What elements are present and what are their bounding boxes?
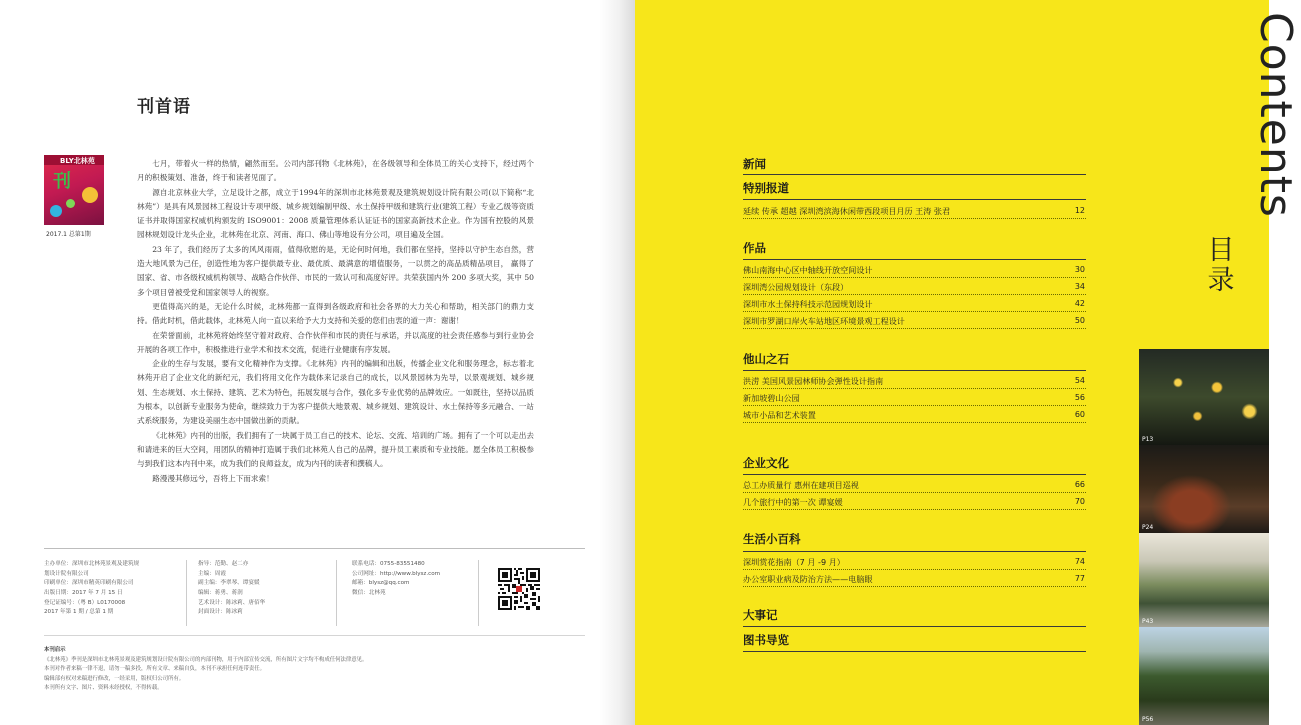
toc-entry-page: 74 <box>1074 557 1085 566</box>
photo-page-label: P56 <box>1142 716 1154 723</box>
section-rule <box>743 199 1086 200</box>
paragraph: 更值得高兴的是，无论什么时候，北林苑都一直得到各级政府和社会各界的大力关心和帮助，相关部门的鼎力支持。借此时机，借此载体，北林苑人向一直以来给予大力支持和关爱的您们由衷的道一声：谢谢！ <box>137 301 534 326</box>
toc-entry-title: 洪涝 美国风景园林师协会弹性设计指南 <box>743 376 884 386</box>
imprint-publisher <box>44 560 139 618</box>
imprint-line: 邮箱：blysz@qq.com <box>352 580 410 587</box>
toc-entry[interactable] <box>743 315 1086 329</box>
toc-entry[interactable] <box>743 375 1086 389</box>
paragraph: 源自北京林业大学，立足设计之都，成立于1994年的深圳市北林苑景观及建筑规划设计院有限公司(以下简称“北林苑”）是具有风景园林工程设计专项甲级、城乡规划编制甲级、水土保持甲级和建筑行业(建筑工程）专业乙级等资质证书并取得国家权威机构颁发的 ISO9001：2008 质量管理体系认证证书的国家高新技术企业。作为国有控股的风景园林规划设计龙头企业，北林苑在北京、河南、海口、佛山等地设有分公司，项目遍及全国。 <box>137 187 534 240</box>
toc-entry[interactable] <box>743 205 1086 219</box>
cover-caption: 2017.1 总第1期 <box>46 231 91 238</box>
section-rule <box>743 370 1086 371</box>
feature-photo-plaza <box>1139 533 1269 627</box>
divider <box>336 560 337 626</box>
divider <box>44 548 585 549</box>
cover-title-glyph: 刊 <box>53 171 71 192</box>
photo-page-label: P43 <box>1142 618 1154 625</box>
section-rule <box>743 551 1086 552</box>
imprint-line: 编辑：蒋勇、蒋润 <box>198 590 243 597</box>
imprint-line: 出版日期：2017 年 7 月 15 日 <box>44 590 123 597</box>
section-title: 企业文化 <box>743 456 789 470</box>
toc-entry-page: 42 <box>1074 299 1085 308</box>
preface-page <box>0 0 635 725</box>
imprint-line: 登记证编号：（粤 B）L0170008 <box>44 599 126 606</box>
notice-title: 本刊启示 <box>44 647 66 653</box>
imprint-line: 公司网址：http://www.blysz.com <box>352 570 441 577</box>
qr-code-icon <box>498 568 540 610</box>
imprint-line: 联系电话：0755-83551480 <box>352 561 425 567</box>
imprint-line: 副主编：李翠琴、谭宴媛 <box>198 580 260 587</box>
imprint-contact <box>352 560 440 599</box>
page-gutter-shadow <box>600 0 635 725</box>
paragraph: 路漫漫其修远兮，吾将上下而求索！ <box>152 473 274 483</box>
section-title: 生活小百科 <box>743 532 801 546</box>
toc-entry-page: 60 <box>1074 410 1085 419</box>
toc-entry-page: 70 <box>1074 497 1085 506</box>
section-rule <box>743 259 1086 260</box>
section-title: 作品 <box>743 241 766 255</box>
imprint-line: 艺术设计：陈冰莉、唐佰华 <box>198 599 266 606</box>
imprint-line: 微信：北林苑 <box>352 590 386 597</box>
toc-entry[interactable] <box>743 392 1086 406</box>
toc-entry-title: 办公室职业病及防治方法——电脑眼 <box>743 574 873 584</box>
notice-line: 本刊对作者来稿一律不退，请勿一稿多投，所有文章、来稿自负，本刊不承担任何连带责任。 <box>44 666 266 673</box>
cover-circle <box>82 187 98 203</box>
toc-entry-title: 深圳市水土保持科技示范园规划设计 <box>743 299 873 309</box>
toc-entry-page: 30 <box>1074 265 1085 274</box>
toc-entry-title: 新加坡碧山公园 <box>743 393 800 403</box>
cover-logo: BLY北林苑 <box>60 157 95 165</box>
imprint-line: 主办单位：深圳市北林苑景观及建筑规 <box>44 561 140 567</box>
toc-entry-page: 56 <box>1074 393 1085 402</box>
divider <box>186 560 187 626</box>
toc-entry[interactable] <box>743 264 1086 278</box>
toc-entry-page: 12 <box>1074 206 1085 215</box>
contents-heading-en: Contents <box>1250 12 1301 218</box>
page-title: 刊首语 <box>137 97 191 117</box>
toc-entry-title: 深圳赏花指南（7 月 -9 月） <box>743 557 845 567</box>
toc-entry-title: 总工办质量行 惠州在建项目巡视 <box>743 480 859 490</box>
section-title: 他山之石 <box>743 352 789 366</box>
paragraph: 在荣誉面前，北林苑将始终坚守着对政府、合作伙伴和市民的责任与承诺，并以高度的社会责任感参与到行业协会开展的各项工作中，积极推进行业学术和技术交流，促进行业健康有序发展。 <box>137 330 534 354</box>
section-rule <box>743 174 1086 175</box>
toc-entry[interactable] <box>743 298 1086 312</box>
feature-photo-sculpture <box>1139 445 1269 533</box>
toc-entry-title: 佛山南海中心区中轴线开放空间设计 <box>743 265 873 275</box>
notice-line: 编辑部有权对来稿进行修改，一经采用，版权归公司所有。 <box>44 675 185 682</box>
photo-page-label: P13 <box>1142 436 1154 443</box>
toc-entry-page: 66 <box>1074 480 1085 489</box>
toc-entry-page: 54 <box>1074 376 1085 385</box>
divider <box>44 635 585 636</box>
feature-photo-lanterns <box>1139 349 1269 445</box>
section-rule <box>743 651 1086 652</box>
toc-entry[interactable] <box>743 281 1086 295</box>
toc-entry[interactable] <box>743 556 1086 570</box>
section-rule <box>743 474 1086 475</box>
toc-entry-page: 50 <box>1074 316 1085 325</box>
photo-page-label: P24 <box>1142 524 1154 531</box>
paragraph: 《北林苑》内刊的出版，我们拥有了一块属于员工自己的技术、论坛、交流、培训的广场。拥有了一个可以走出去和请进来的巨大空间，用团队的精神打造属于我们北林苑人自己的品牌，提升员工素质和专业技能。愿全体员工积极参与到我们这本内刊中来，成为我们的良师益友，成为内刊的读者和撰稿人。 <box>137 430 534 469</box>
imprint-line: 指导：范勤、赵二亦 <box>198 561 249 567</box>
magazine-cover-thumbnail <box>44 155 104 225</box>
toc-entry-title: 城市小品和艺术装置 <box>743 410 816 420</box>
imprint-editors <box>198 560 265 618</box>
notice-line: 《北林苑》季刊是深圳市北林苑景观及建筑规划设计院有限公司的内部刊物，用于内部宣传交流，所有图片文字均不构成任何法律意见。 <box>44 656 368 663</box>
preface-body <box>137 157 534 486</box>
imprint-line: 2017 年第 1 期 / 总第 1 期 <box>44 609 114 616</box>
divider <box>478 560 479 626</box>
cover-circle <box>50 205 62 217</box>
section-title: 新闻 <box>743 157 766 171</box>
section-title: 图书导览 <box>743 633 789 647</box>
toc-entry-page: 77 <box>1074 574 1085 583</box>
toc-entry-title: 几个旅行中的第一次 谭宴媛 <box>743 497 843 507</box>
toc-entry[interactable] <box>743 409 1086 423</box>
contents-heading-cn <box>1206 236 1236 296</box>
section-title: 特别报道 <box>743 181 789 195</box>
imprint-line: 主编：周霞 <box>198 570 226 577</box>
publication-notice <box>44 646 584 694</box>
toc-entry-page: 34 <box>1074 282 1085 291</box>
section-rule <box>743 626 1086 627</box>
imprint-line: 印刷单位：深圳市精英印刷有限公司 <box>44 580 134 587</box>
imprint-line: 封面设计：陈冰莉 <box>198 609 243 616</box>
toc-entry[interactable] <box>743 479 1086 493</box>
toc-entry-title: 深圳市罗湖口岸火车站地区环境景观工程设计 <box>743 316 905 326</box>
toc-entry-title: 深圳湾公园规划设计（东段） <box>743 282 849 292</box>
section-title: 大事记 <box>743 608 778 622</box>
feature-photo-park <box>1139 627 1269 725</box>
paragraph: 七月，带着火一样的热情，翩然而至。公司内部刊物《北林苑》，在各级领导和全体员工的关心支持下，经过两个月的积极策划、准备，终于和读者见面了。 <box>137 159 534 183</box>
toc-entry[interactable] <box>743 496 1086 510</box>
contents-heading-cn-char: 录 <box>1207 265 1235 296</box>
paragraph: 企业的生存与发展，要有文化精神作为支撑。《北林苑》内刊的编辑和出版，传播企业文化和服务理念，标志着北林苑开启了企业文化的新纪元，我们将用文化作为载体来记录自己的成长，以风景园林为先导，以景观规划、城乡规划、生态规划、水土保持、建筑、艺术为特色，拓展发展与合作，强化多专业优势的品牌效应。一如既往，坚持以品质为根本，以创新专业服务为使命，继续致力于为客户提供大地景观、城乡规划、建筑设计、水土保持等多元融合、一站式系统服务，为建设美丽生态中国做出新的贡献。 <box>137 359 534 426</box>
imprint-line: 划设计院有限公司 <box>44 570 89 577</box>
toc-entry[interactable] <box>743 573 1086 587</box>
cover-circle <box>66 199 75 208</box>
notice-line: 本刊所有文字、图片、资料未经授权，不得转载。 <box>44 685 163 692</box>
paragraph: 23 年了，我们经历了太多的风风雨雨，值得欣慰的是，无论何时何地，我们都在坚持，坚持以守护生态自然，营造大地风景为己任，创造性地为客户提供最专业、最优质、最满意的增值服务，一以贯之的高品质精品项目， 赢得了国家、省、市各级权威机构领导、战略合作伙伴、市民的一致认可和高度好评。共荣获国内外 200 多项大奖，其中 50 多个项目曾被受党和国家领导人的视察。 <box>137 244 534 297</box>
contents-heading-cn-char: 目 <box>1207 235 1235 266</box>
toc-entry-title: 延续 传承 超越 深圳湾滨海休闲带西段项目月历 王涛 张君 <box>743 206 951 216</box>
